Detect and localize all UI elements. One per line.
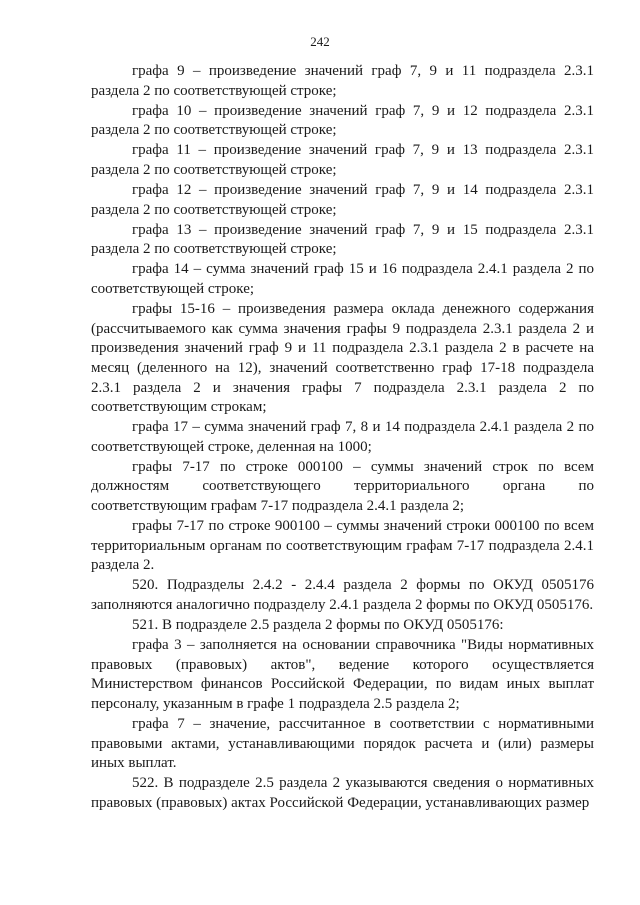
paragraph: графы 7-17 по строке 000100 – суммы значений строк по всем должностям соответствующего территориального органа по соответствующим графам 7-17 подраздела 2.4.1 раздела 2; <box>91 458 594 515</box>
paragraph: графы 7-17 по строке 900100 – суммы значений строки 000100 по всем территориальным органам по соответствующим графам 7-17 подраздела 2.4.1 раздела 2. <box>91 518 594 574</box>
document-body <box>91 62 594 814</box>
paragraph: графа 10 – произведение значений граф 7, 9 и 12 подраздела 2.3.1 раздела 2 по соответствующей строке; <box>91 102 594 139</box>
paragraph: графа 13 – произведение значений граф 7, 9 и 15 подраздела 2.3.1 раздела 2 по соответствующей строке; <box>91 221 594 258</box>
paragraph: графы 15-16 – произведения размера оклада денежного содержания (рассчитываемого как сумма значения графы 9 подраздела 2.3.1 раздела 2 и произведения значений граф 9 и 11 подраздела 2.3.1 раздела 2 в расчете на месяц (деленного на 12), значений соответственно граф 17-18 подраздела 2.3.1 раздела 2 и значения графы 7 подраздела 2.3.1 раздела 2 по соответствующим строкам; <box>91 301 594 416</box>
paragraph: графа 11 – произведение значений граф 7, 9 и 13 подраздела 2.3.1 раздела 2 по соответствующей строке; <box>91 142 594 178</box>
paragraph: графа 7 – значение, рассчитанное в соответствии с нормативными правовыми актами, устанавливающими порядок расчета и (или) размеры иных выплат. <box>91 716 594 772</box>
paragraph: 520. Подразделы 2.4.2 - 2.4.4 раздела 2 формы по ОКУД 0505176 заполняются аналогично подразделу 2.4.1 раздела 2 формы по ОКУД 0505176. <box>91 577 594 614</box>
page-number: 242 <box>310 34 330 49</box>
paragraph: графа 17 – сумма значений граф 7, 8 и 14 подраздела 2.4.1 раздела 2 по соответствующей строке, деленная на 1000; <box>91 419 594 455</box>
paragraph: графа 14 – сумма значений граф 15 и 16 подраздела 2.4.1 раздела 2 по соответствующей строке; <box>91 261 594 298</box>
paragraph: графа 9 – произведение значений граф 7, 9 и 11 подраздела 2.3.1 раздела 2 по соответствующей строке; <box>91 63 594 99</box>
paragraph: 522. В подразделе 2.5 раздела 2 указываются сведения о нормативных правовых (правовых) актах Российской Федерации, устанавливающих размер <box>91 775 594 811</box>
paragraph: графа 12 – произведение значений граф 7, 9 и 14 подраздела 2.3.1 раздела 2 по соответствующей строке; <box>91 182 594 218</box>
paragraph: 521. В подразделе 2.5 раздела 2 формы по ОКУД 0505176: <box>132 617 504 634</box>
paragraph: графа 3 – заполняется на основании справочника "Виды нормативных правовых (правовых) актов", ведение которого осуществляется Министерством финансов Российской Федерации, по видам иных выплат персоналу, указанным в графе 1 подраздела 2.5 раздела 2; <box>91 637 594 712</box>
